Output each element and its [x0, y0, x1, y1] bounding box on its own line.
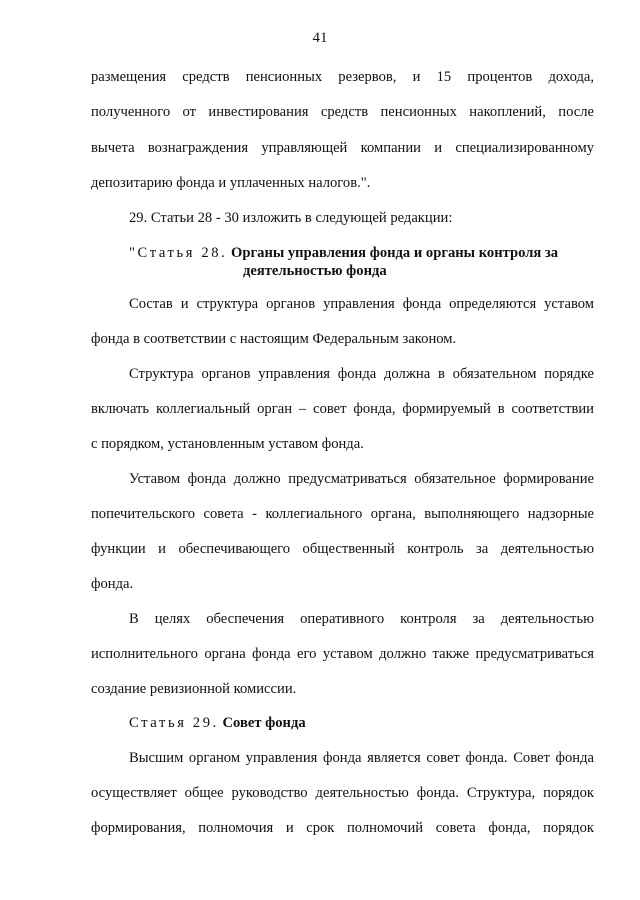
text-line: Уставом фонда должно предусматриваться обязательное формирование: [129, 471, 594, 487]
text-line: попечительского совета - коллегиального органа, выполняющего надзорные: [91, 506, 594, 522]
amendment-item: 29. Статьи 28 - 30 изложить в следующей редакции:: [129, 210, 453, 226]
text-line: Структура органов управления фонда должна в обязательном порядке: [129, 366, 594, 382]
article-29-prefix: Статья 29.: [129, 715, 219, 731]
text-line: функции и обеспечивающего общественный контроль за деятельностью: [91, 541, 594, 557]
page-number: 41: [312, 30, 328, 46]
article-28-heading: [129, 244, 594, 262]
text-line: создание ревизионной комиссии.: [91, 681, 297, 697]
article-28-prefix: "Статья 28.: [129, 245, 228, 261]
text-line: включать коллегиальный орган – совет фонда, формируемый в соответствии: [91, 401, 594, 417]
text-line: полученного от инвестирования средств пенсионных накоплений, после: [91, 104, 594, 120]
article-29-title: Совет фонда: [222, 715, 306, 731]
text-line: депозитарию фонда и уплаченных налогов.".: [91, 175, 371, 191]
article-28-title: Органы управления фонда и органы контроля за: [231, 245, 559, 261]
text-line: В целях обеспечения оперативного контроля за деятельностью: [129, 611, 594, 627]
text-line: осуществляет общее руководство деятельностью фонда. Структура, порядок: [91, 785, 594, 801]
article-28-title-cont: деятельностью фонда: [243, 263, 387, 279]
text-line: Высшим органом управления фонда является совет фонда. Совет фонда: [129, 750, 594, 766]
text-line: размещения средств пенсионных резервов, и 15 процентов дохода,: [91, 69, 594, 85]
text-line: формирования, полномочия и срок полномочий совета фонда, порядок: [91, 820, 594, 836]
text-line: фонда в соответствии с настоящим Федеральным законом.: [91, 331, 457, 347]
text-line: исполнительного органа фонда его уставом должно также предусматриваться: [91, 646, 594, 662]
text-line: с порядком, установленным уставом фонда.: [91, 436, 364, 452]
text-line: Состав и структура органов управления фонда определяются уставом: [129, 296, 594, 312]
article-29-heading: [129, 714, 594, 732]
text-line: вычета вознаграждения управляющей компании и специализированному: [91, 140, 594, 156]
text-line: фонда.: [91, 576, 134, 592]
